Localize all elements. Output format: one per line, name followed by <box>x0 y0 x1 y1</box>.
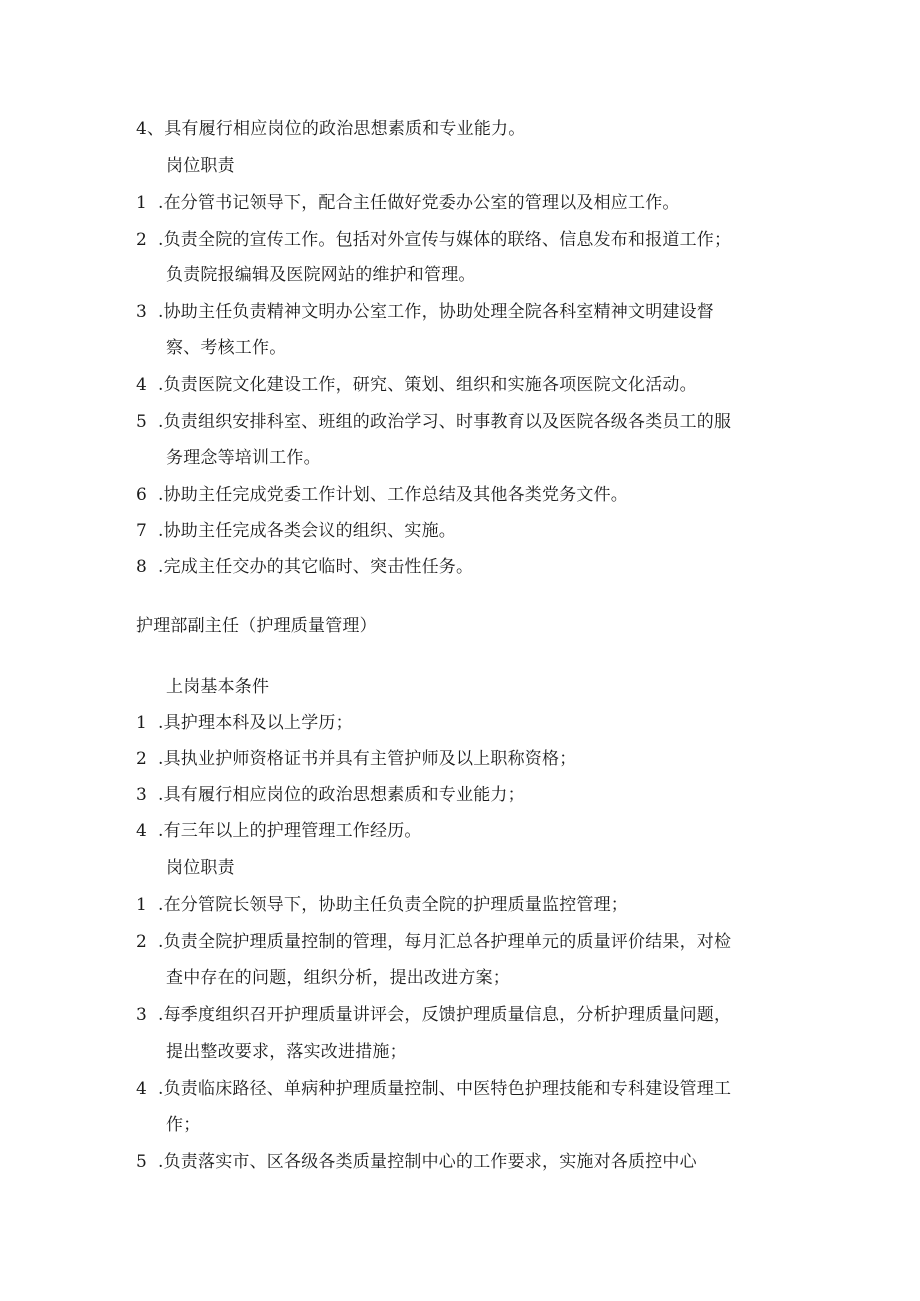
list-item <box>136 229 731 251</box>
item-number: 8 <box>136 557 148 577</box>
item-continuation: 提出整改要求，落实改进措施； <box>166 1042 407 1062</box>
list-item <box>136 931 731 953</box>
list-item <box>136 1151 697 1173</box>
item-continuation: 负责院报编辑及医院网站的维护和管理。 <box>166 265 476 285</box>
item-text: .负责落实市、区各级各类质量控制中心的工作要求，实施对各质控中心 <box>158 1152 697 1172</box>
list-item <box>136 784 525 806</box>
item-number: 4 <box>136 821 148 841</box>
list-item <box>136 556 473 578</box>
item-number: 7 <box>136 521 148 541</box>
section-heading: 岗位职责 <box>166 156 235 176</box>
list-item <box>136 118 525 140</box>
item-text: .每季度组织召开护理质量讲评会，反馈护理质量信息，分析护理质量问题， <box>158 1005 732 1025</box>
item-continuation: 务理念等培训工作。 <box>166 448 321 468</box>
list-item <box>136 1078 731 1100</box>
item-continuation: 察、考核工作。 <box>166 338 287 358</box>
item-number: 1 <box>136 895 148 915</box>
list-item <box>136 484 628 506</box>
list-item <box>136 520 456 542</box>
list-item <box>136 712 353 734</box>
list-item <box>136 820 422 842</box>
item-text: .协助主任负责精神文明办公室工作，协助处理全院各科室精神文明建设督 <box>158 302 715 322</box>
item-text: .具执业护师资格证书并具有主管护师及以上职称资格； <box>158 749 577 769</box>
item-number: 5 <box>136 1152 148 1172</box>
item-number: 1 <box>136 713 148 733</box>
item-number: 5 <box>136 412 148 432</box>
item-text: .具有履行相应岗位的政治思想素质和专业能力； <box>158 785 525 805</box>
item-text: .负责全院护理质量控制的管理，每月汇总各护理单元的质量评价结果，对检 <box>158 932 732 952</box>
item-text: .具护理本科及以上学历； <box>158 713 353 733</box>
item-text: .负责全院的宣传工作。包括对外宣传与媒体的联络、信息发布和报道工作； <box>158 230 732 250</box>
list-item <box>136 301 714 323</box>
item-number: 6 <box>136 485 148 505</box>
item-number: 3 <box>136 785 148 805</box>
list-item <box>136 411 731 433</box>
item-text: .负责临床路径、单病种护理质量控制、中医特色护理技能和专科建设管理工 <box>158 1079 732 1099</box>
item-text: .负责医院文化建设工作，研究、策划、组织和实施各项医院文化活动。 <box>158 375 697 395</box>
section-heading: 上岗基本条件 <box>166 677 270 697</box>
item-text: .完成主任交办的其它临时、突击性任务。 <box>158 557 474 577</box>
item-number: 4 <box>136 375 148 395</box>
item-text: .负责组织安排科室、班组的政治学习、时事教育以及医院各级各类员工的服 <box>158 412 732 432</box>
item-continuation: 查中存在的问题，组织分析，提出改进方案； <box>166 968 510 988</box>
item-number: 3 <box>136 1005 148 1025</box>
item-text: 、具有履行相应岗位的政治思想素质和专业能力。 <box>147 119 526 139</box>
list-item <box>136 192 680 214</box>
item-number: 2 <box>136 932 148 952</box>
item-number: 4 <box>136 1079 148 1099</box>
list-item <box>136 374 697 396</box>
list-item <box>136 748 576 770</box>
page-title: 护理部副主任（护理质量管理） <box>136 616 377 636</box>
item-text: .有三年以上的护理管理工作经历。 <box>158 821 422 841</box>
list-item <box>136 894 628 916</box>
item-number: 2 <box>136 230 148 250</box>
item-number: 1 <box>136 193 148 213</box>
item-text: .协助主任完成党委工作计划、工作总结及其他各类党务文件。 <box>158 485 629 505</box>
item-number: 4 <box>136 119 148 139</box>
item-text: .在分管书记领导下，配合主任做好党委办公室的管理以及相应工作。 <box>158 193 680 213</box>
list-item <box>136 1004 731 1026</box>
item-text: .协助主任完成各类会议的组织、实施。 <box>158 521 457 541</box>
section-heading: 岗位职责 <box>166 858 235 878</box>
item-text: .在分管院长领导下，协助主任负责全院的护理质量监控管理； <box>158 895 629 915</box>
item-continuation: 作； <box>166 1115 201 1135</box>
item-number: 3 <box>136 302 148 322</box>
item-number: 2 <box>136 749 148 769</box>
